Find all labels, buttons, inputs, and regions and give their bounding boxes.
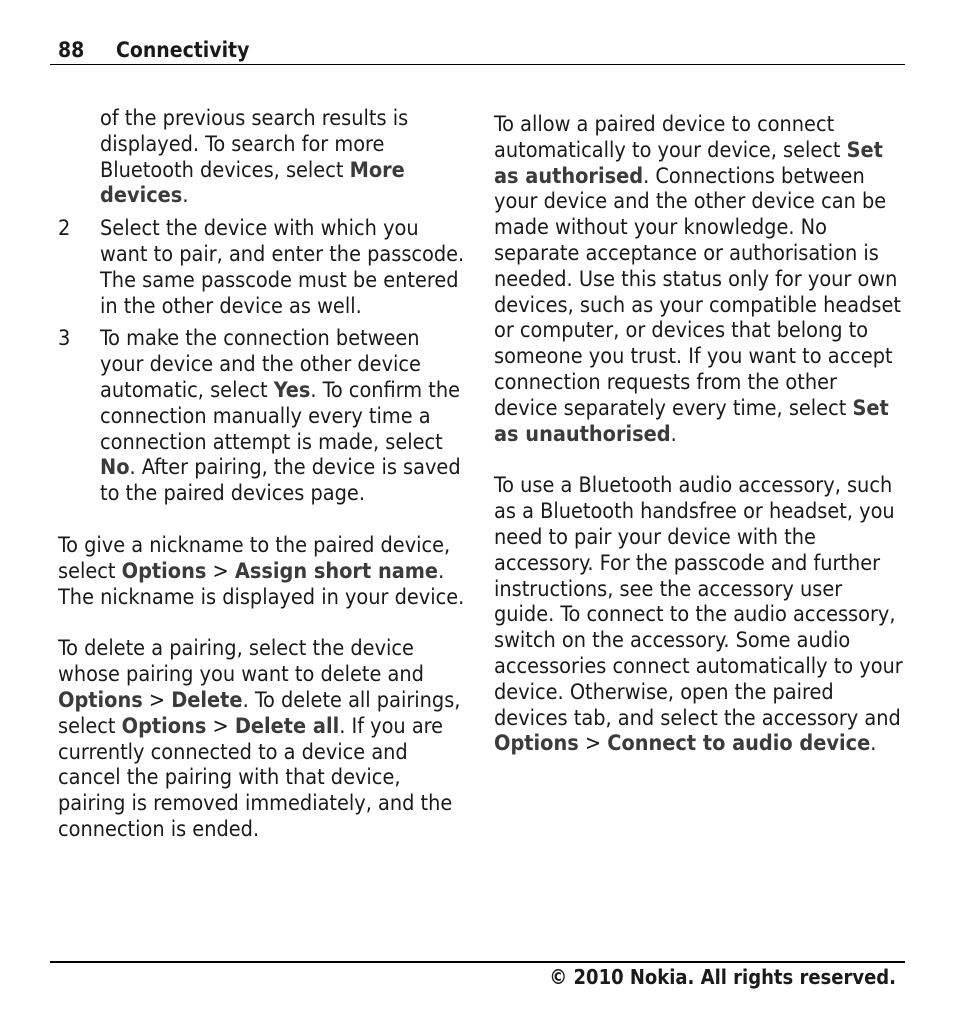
footer-rule xyxy=(50,961,905,963)
step-3 xyxy=(58,326,468,507)
left-column xyxy=(58,106,468,843)
step-number: 3 xyxy=(58,326,71,352)
step1-continuation: of the previous search results is displayed. To search for more Bluetooth devices, select More devices. xyxy=(100,106,409,209)
page-header xyxy=(58,36,249,64)
options-menu: Options xyxy=(121,713,207,739)
authorise-paragraph: To allow a paired device to connect automatically to your device, select Set as authorised. Connections between your device and the other device can be made without your knowledge. No separate acceptance or authorisation is needed. Use this status only for your own devices, such as your compatible headset or computer, or devices that belong to someone you trust. If you want to accept connection requests from the other device separately every time, select Set as unauthorised. xyxy=(494,112,901,447)
options-menu: Options xyxy=(121,558,207,584)
yes-option: Yes xyxy=(273,377,311,403)
assign-short-name-option: Assign short name xyxy=(234,558,439,584)
audio-accessory-paragraph: To use a Bluetooth audio accessory, such as a Bluetooth handsfree or headset, you need to pair your device with the accessory. For the passcode and further instructions, see the accessory user guide. To connect to the audio accessory, switch on the accessory. Some audio accessories connect automatically to your device. Otherwise, open the paired devices tab, and select the accessory and Options > Connect to audio device. xyxy=(494,473,903,757)
delete-paragraph: To delete a pairing, select the device whose pairing you want to delete and Options > Delete. To delete all pairings, select Options > Delete all. If you are currently connected to a device and cancel the pairing with that device, pairing is removed immediately, and the connection is ended. xyxy=(58,636,461,842)
step-number: 2 xyxy=(58,216,71,242)
page-number: 88 xyxy=(58,38,85,62)
options-menu: Options xyxy=(494,731,579,757)
no-option: No xyxy=(100,455,130,481)
delete-all-option: Delete all xyxy=(234,713,340,739)
nickname-paragraph: To give a nickname to the paired device, select Options > Assign short name. The nickname is displayed in your device. xyxy=(58,532,465,610)
right-column xyxy=(494,112,904,757)
copyright-footer: © 2010 Nokia. All rights reserved. xyxy=(549,965,896,989)
set-as-unauthorised-option: Set as unauthorised xyxy=(494,395,889,447)
more-devices-option: More devices xyxy=(100,157,405,209)
connect-to-audio-device-option: Connect to audio device xyxy=(607,731,871,757)
section-title: Connectivity xyxy=(116,38,250,62)
step-text: Select the device with which you want to pair, and enter the passcode. The same passcode must be entered in the other device as well. xyxy=(100,216,465,319)
header-rule xyxy=(50,64,905,65)
options-menu: Options xyxy=(58,687,143,713)
set-as-authorised-option: Set as authorised xyxy=(494,137,883,189)
step-text: To make the connection between your device and the other device automatic, select Yes. To confirm the connection manually every time a connection attempt is made, select No. After pairing, the device is saved to the paired devices page. xyxy=(100,326,461,507)
delete-option: Delete xyxy=(171,687,243,713)
step-2 xyxy=(58,216,468,319)
